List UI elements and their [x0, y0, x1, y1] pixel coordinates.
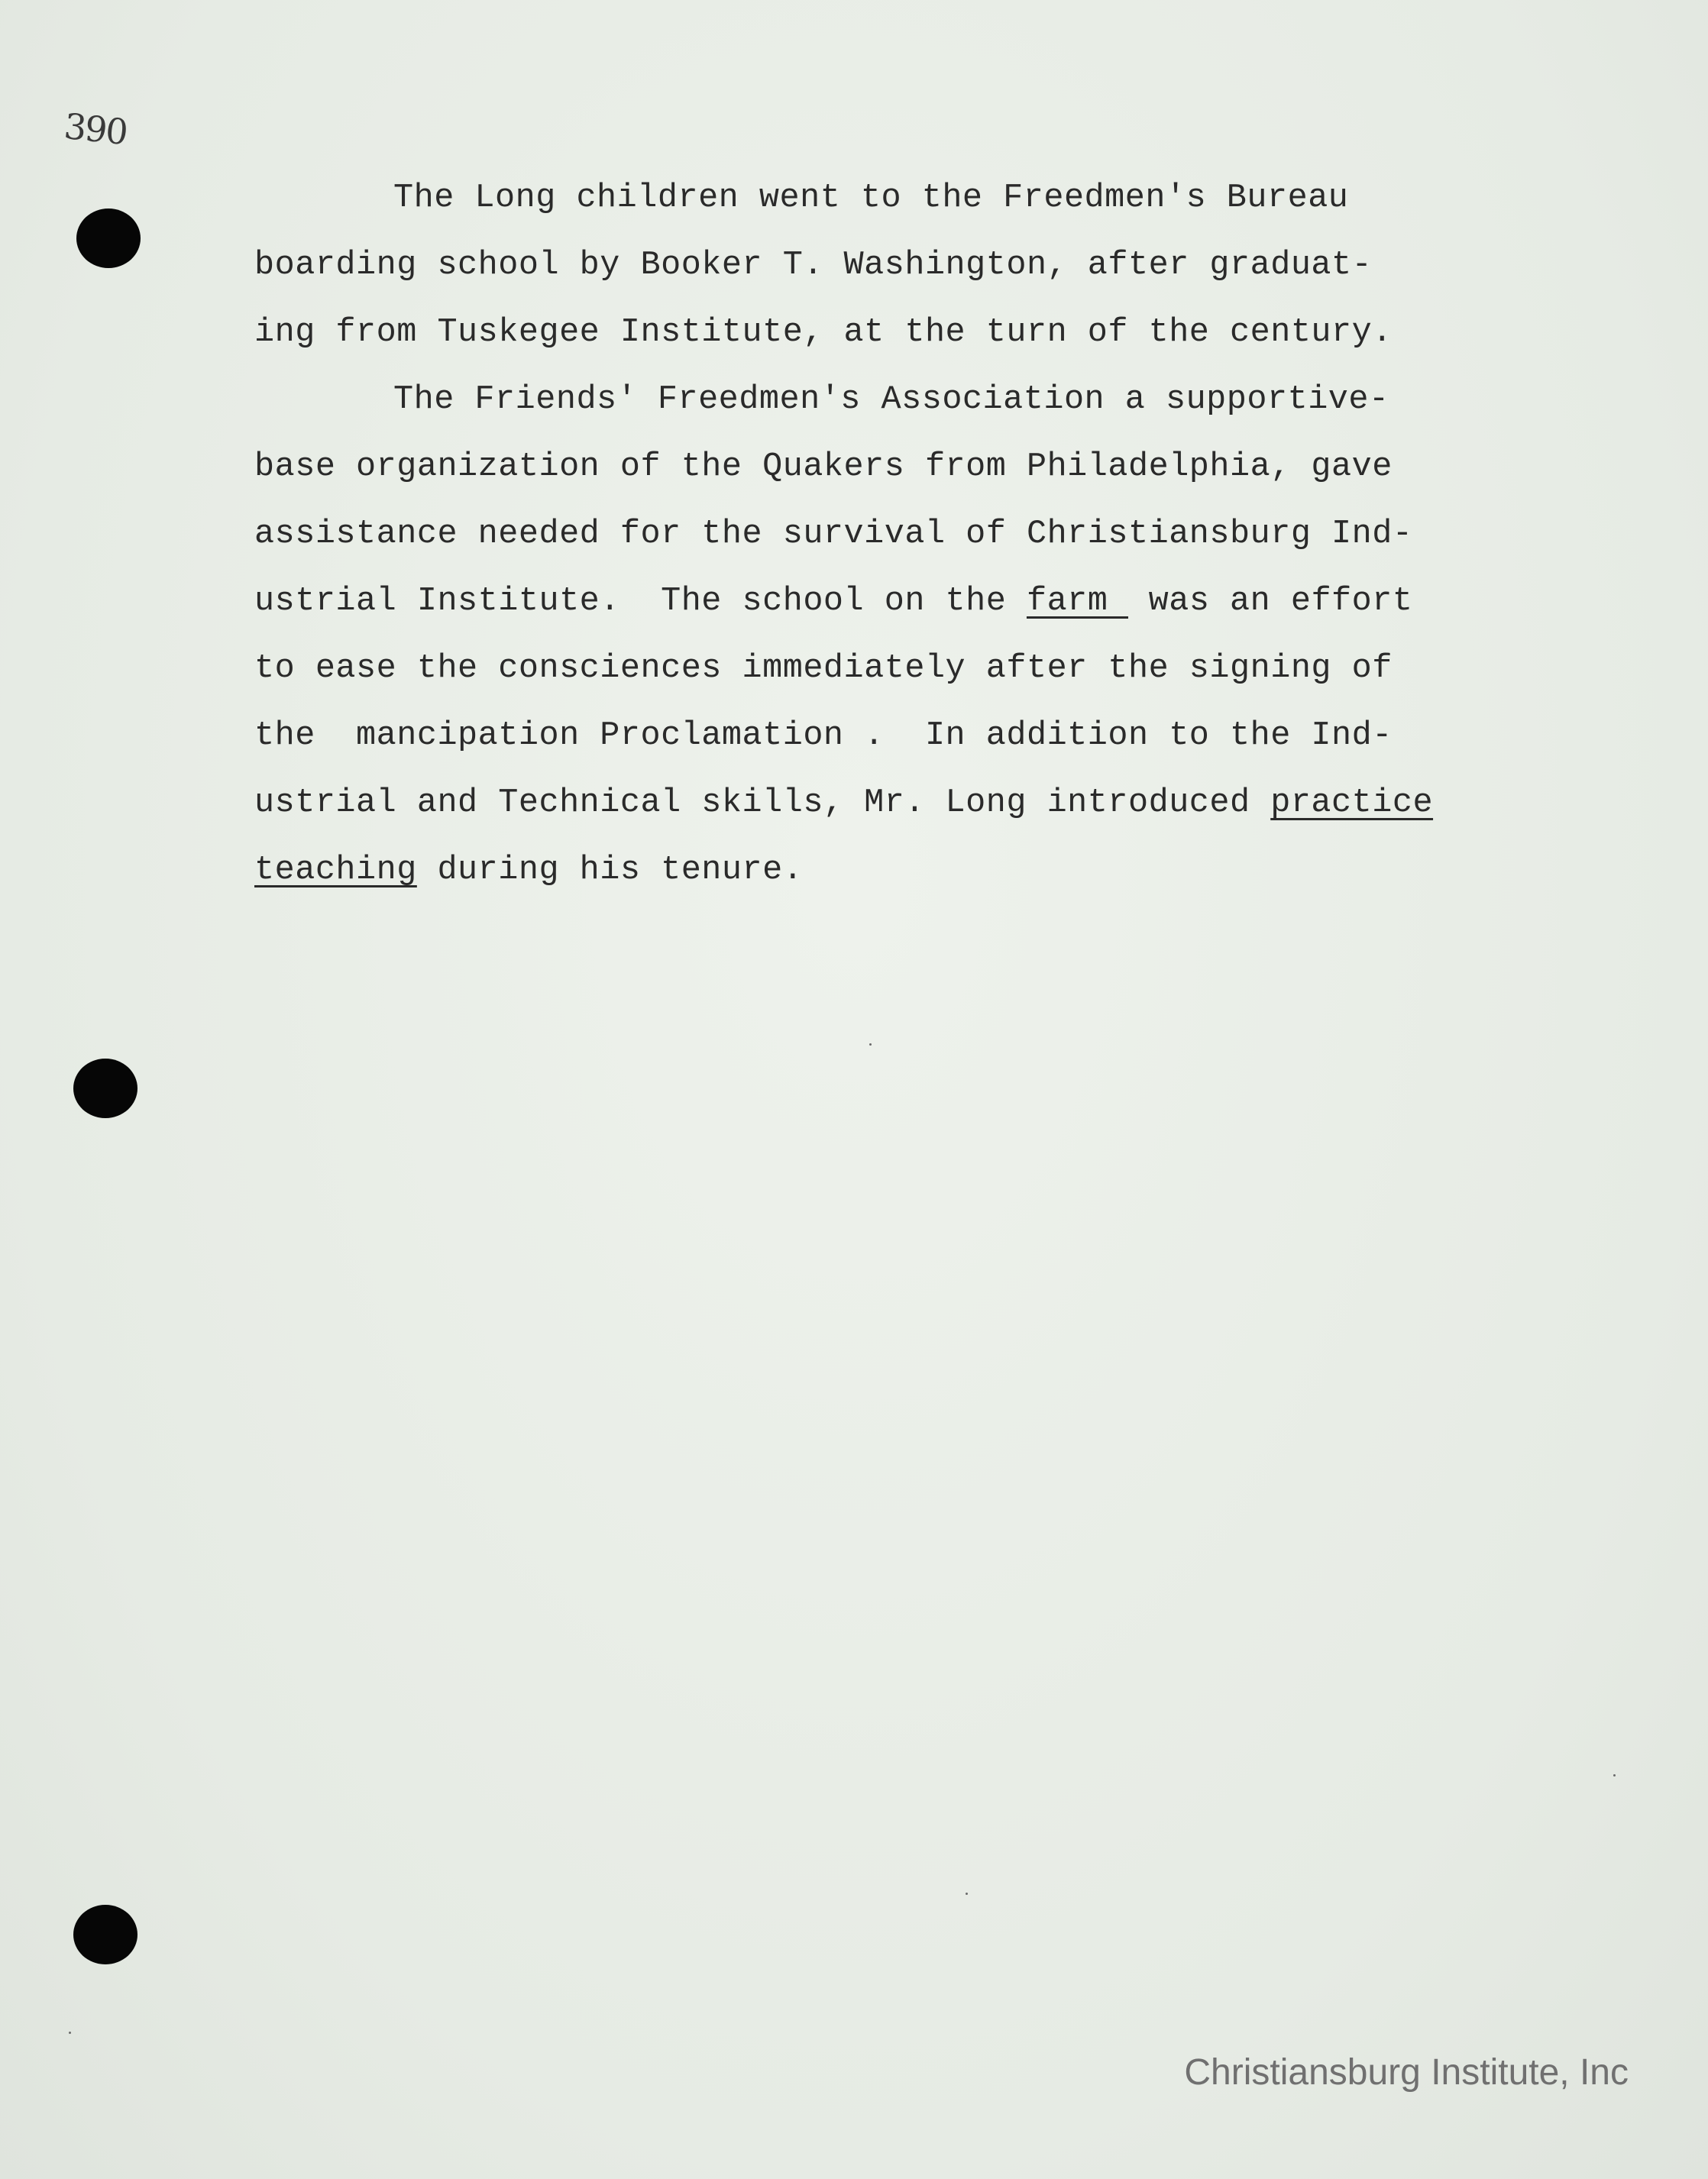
text-segment: ustrial Institute. The school on the — [254, 583, 1027, 620]
text-line: to ease the consciences immediately after the signing of — [254, 650, 1393, 687]
underlined-word-farm: farm — [1026, 583, 1128, 620]
punch-hole-middle — [73, 1059, 137, 1118]
typed-text-body — [254, 173, 1446, 912]
text-segment: ustrial and Technical skills, Mr. Long introduced — [254, 784, 1271, 822]
text-line: assistance needed for the survival of Christiansburg Ind- — [254, 516, 1413, 553]
text-line: the mancipation Proclamation . In addition to the Ind- — [254, 717, 1393, 755]
paper-speck — [1613, 1774, 1616, 1776]
text-segment: during his tenure. — [416, 852, 804, 889]
underlined-word-practice: practice — [1270, 784, 1434, 822]
text-line — [254, 845, 1446, 912]
underlined-word-teaching: teaching — [254, 852, 417, 889]
paper-speck — [869, 1043, 872, 1046]
text-line — [254, 778, 1446, 845]
text-segment: was an effort — [1128, 583, 1413, 620]
text-line: boarding school by Booker T. Washington, after graduat- — [254, 247, 1373, 284]
punch-hole-bottom — [73, 1905, 137, 1964]
text-line: base organization of the Quakers from Philadelphia, gave — [254, 448, 1393, 486]
text-line — [254, 576, 1446, 643]
text-line: The Friends' Freedmen's Association a supportive- — [393, 381, 1389, 419]
punch-hole-top — [76, 209, 141, 268]
text-line: ing from Tuskegee Institute, at the turn of the century. — [254, 314, 1393, 351]
paper-speck — [69, 2032, 71, 2034]
page-number: 390 — [62, 105, 129, 154]
archive-watermark: Christiansburg Institute, Inc — [1184, 2052, 1629, 2093]
text-line: The Long children went to the Freedmen's Bureau — [393, 179, 1349, 217]
paper-speck — [966, 1893, 968, 1895]
